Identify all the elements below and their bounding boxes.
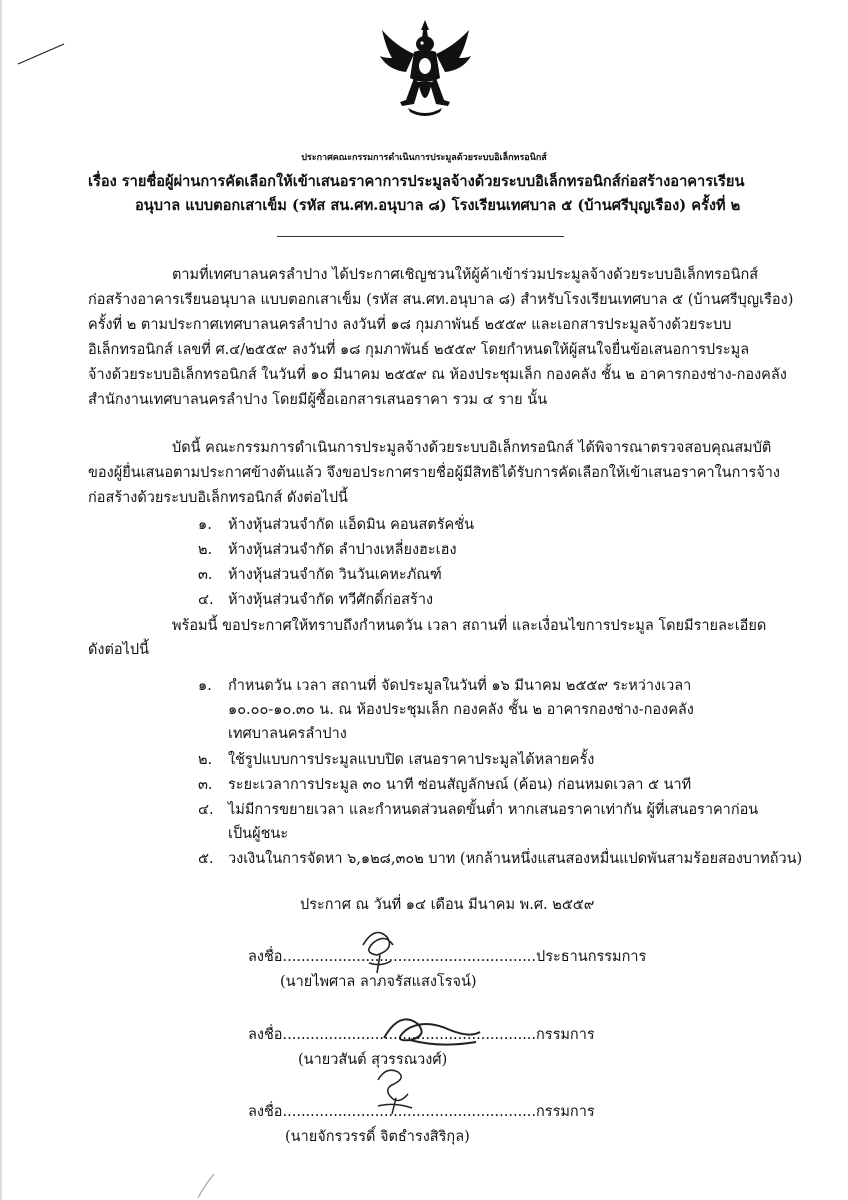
paragraph-2-line: ก่อสร้างด้วยระบบอิเล็กทรอนิกส์ ดังต่อไปนี้ [88,490,348,506]
condition-text: เทศบาลนครลำปาง [228,726,347,742]
paragraph-3-line: ดังต่อไปนี้ [88,642,150,658]
paragraph-3-line: พร้อมนี้ ขอประกาศให้ทราบถึงกำหนดวัน เวลา สถานที่ และเงื่อนไขการประมูล โดยมีรายละเอียด [172,618,767,634]
scan-mark [196,1172,216,1200]
announcement-date: ประกาศ ณ วันที่ ๑๔ เดือน มีนาคม พ.ศ. ๒๕๕๙ [300,897,595,913]
paragraph-2-line: ของผู้ยื่นเสนอตามประกาศข้างต้นแล้ว จึงขอประกาศรายชื่อผู้มีสิทธิได้รับการคัดเลือกให้เข้าเสนอราคาในการจ้าง [88,465,781,481]
signatory-name-chairman: (นายไพศาล ลาภจรัสแสงโรจน์) [280,974,477,990]
condition-text: เป็นผู้ชนะ [228,826,289,842]
pen-mark [16,42,66,66]
company-number: ๔. [198,592,214,608]
document-title: ประกาศคณะกรรมการดำเนินการประมูลด้วยระบบอิเล็กทรอนิกส์ [301,153,547,163]
condition-text: วงเงินในการจัดหา ๖,๑๒๘,๓๐๒ บาท (หกล้านหนึ่งแสนสองหมื่นแปดพันสามร้อยสองบาทถ้วน) [228,851,803,867]
condition-number: ๓. [198,777,213,793]
company-name: ห้างหุ้นส่วนจำกัด ทวีศักดิ์ก่อสร้าง [228,592,434,608]
paragraph-1-line: ตามที่เทศบาลนครลำปาง ได้ประกาศเชิญชวนให้ผู้ค้าเข้าร่วมประมูลจ้างด้วยระบบอิเล็กทรอนิกส์ [172,267,759,283]
garuda-emblem-icon [378,18,473,118]
company-name: ห้างหุ้นส่วนจำกัด ลำปางเหลี่ยงฮะเฮง [228,542,457,558]
subject-line-1: เรื่อง รายชื่อผู้ผ่านการคัดเลือกให้เข้าเสนอราคาการประมูลจ้างด้วยระบบอิเล็กทรอนิกส์ก่อสร้างอาคารเรียน [88,173,745,190]
signature-line-chairman: ลงชื่อ.......................................................ประธานกรรมการ [248,949,647,965]
condition-number: ๑. [198,678,212,694]
subject-line-2: อนุบาล แบบตอกเสาเข็ม (รหัส สน.ศท.อนุบาล ๘) โรงเรียนเทศบาล ๕ (บ้านศรีบุญเรือง) ครั้งที่ ๒ [135,197,741,214]
signature-line-member-1: ลงชื่อ.......................................................กรรมการ [248,1027,595,1043]
condition-number: ๕. [198,851,214,867]
company-number: ๑. [198,517,212,533]
paragraph-1-line: ครั้งที่ ๒ ตามประกาศเทศบาลนครลำปาง ลงวันที่ ๑๘ กุมภาพันธ์ ๒๕๕๙ และเอกสารประมูลจ้างด้วยระบบ [88,317,732,333]
paragraph-2-line: บัดนี้ คณะกรรมการดำเนินการประมูลจ้างด้วยระบบอิเล็กทรอนิกส์ ได้พิจารณาตรวจสอบคุณสมบัติ [172,440,772,456]
condition-text: ไม่มีการขยายเวลา และกำหนดส่วนลดขั้นต่ำ หากเสนอราคาเท่ากัน ผู้ที่เสนอราคาก่อน [228,802,759,818]
signatory-name-member-2: (นายจักรวรรดิ์ จิตธำรงสิริกุล) [285,1129,470,1145]
condition-text: ๑๐.๐๐-๑๐.๓๐ น. ณ ห้องประชุมเล็ก กองคลัง ชั้น ๒ อาคารกองช่าง-กองคลัง [228,702,694,718]
condition-text: กำหนดวัน เวลา สถานที่ จัดประมูลในวันที่ ๑๖ มีนาคม ๒๕๕๙ ระหว่างเวลา [228,678,692,694]
paragraph-1-line: จ้างด้วยระบบอิเล็กทรอนิกส์ ในวันที่ ๑๐ มีนาคม ๒๕๕๙ ณ ห้องประชุมเล็ก กองคลัง ชั้น ๒ อาคารกองช่าง-กองคลัง [88,367,787,383]
paragraph-1-line: อิเล็กทรอนิกส์ เลขที่ ศ.๔/๒๕๕๙ ลงวันที่ ๑๘ กุมภาพันธ์ ๒๕๕๙ โดยกำหนดให้ผู้สนใจยื่นข้อเสนอการประมูล [88,342,750,358]
company-name: ห้างหุ้นส่วนจำกัด วินวันเคหะภัณฑ์ [228,567,442,583]
company-number: ๒. [198,542,213,558]
signature-line-member-2: ลงชื่อ.......................................................กรรมการ [248,1104,595,1120]
condition-number: ๔. [198,802,214,818]
condition-text: ระยะเวลาการประมูล ๓๐ นาที ซ่อนสัญลักษณ์ (ค้อน) ก่อนหมดเวลา ๕ นาที [228,777,692,793]
paragraph-1-line: สำนักงานเทศบาลนครลำปาง โดยมีผู้ซื้อเอกสารเสนอราคา รวม ๔ ราย นั้น [88,392,548,408]
scan-edge [0,0,2,1200]
company-name: ห้างหุ้นส่วนจำกัด แอ็ดมิน คอนสตรัคชั่น [228,517,474,533]
condition-number: ๒. [198,752,213,768]
paragraph-1-line: ก่อสร้างอาคารเรียนอนุบาล แบบตอกเสาเข็ม (รหัส สน.ศท.อนุบาล ๘) สำหรับโรงเรียนเทศบาล ๕ (บ้านศรีบุญเรือง) [88,292,794,308]
header-separator [277,236,564,237]
signatory-name-member-1: (นายวสันต์ สุวรรณวงศ์) [298,1052,448,1068]
company-number: ๓. [198,567,213,583]
condition-text: ใช้รูปแบบการประมูลแบบปิด เสนอราคาประมูลได้หลายครั้ง [228,752,595,768]
